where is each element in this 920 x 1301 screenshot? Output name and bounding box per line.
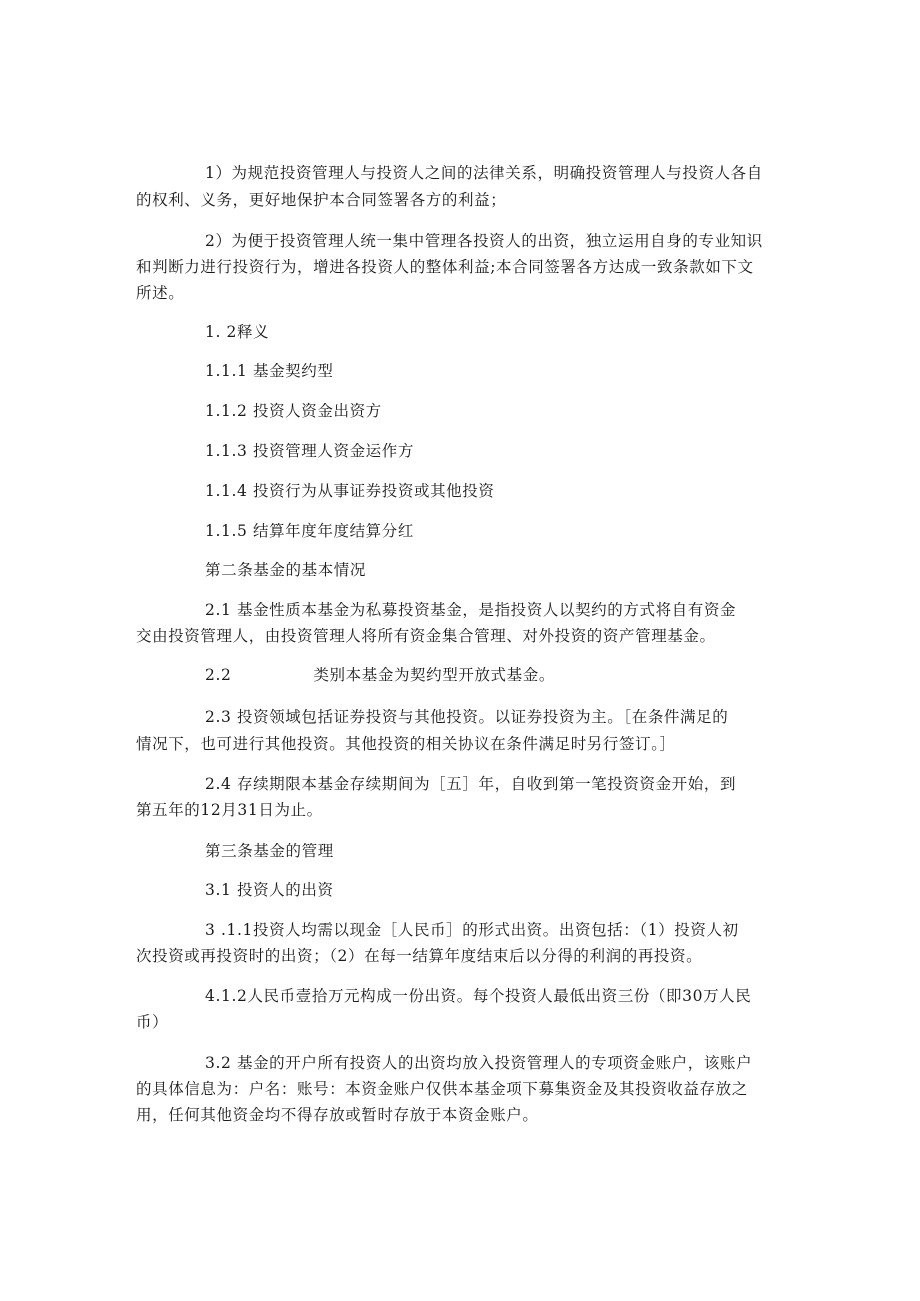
clause-2-4-line-2: 第五年的12月31日为止。 [136, 801, 323, 819]
para-2-line-3: 所述。 [136, 284, 185, 302]
clause-3-2-line-3: 用，任何其他资金均不得存放或暂时存放于本资金账户。 [136, 1106, 539, 1124]
clause-2-1-line-1: 2.1 基金性质本基金为私募投资基金，是指投资人以契约的方式将自有资金 [205, 601, 737, 619]
clause-2-2-text: 类别本基金为契约型开放式基金。 [313, 666, 555, 684]
para-1-line-1: 1）为规范投资管理人与投资人之间的法律关系，明确投资管理人与投资人各自 [205, 164, 763, 182]
clause-3-1-1-line-1: 3 .1.1投资人均需以现金［人民币］的形式出资。出资包括：（1）投资人初 [205, 921, 739, 939]
clause-2-2 [205, 664, 555, 686]
clause-3-2-line-1: 3.2 基金的开户所有投资人的出资均放入投资管理人的专项资金账户，该账户 [205, 1054, 753, 1072]
section-heading-definitions: 1. 2释义 [205, 323, 270, 341]
definition-item: 1.1.1 基金契约型 [205, 362, 334, 380]
definition-item: 1.1.2 投资人资金出资方 [205, 402, 382, 420]
clause-2-3-line-1: 2.3 投资领域包括证券投资与其他投资。以证券投资为主。［在条件满足的 [205, 708, 729, 726]
clause-2-3-line-2: 情况下，也可进行其他投资。其他投资的相关协议在条件满足时另行签订。］ [136, 735, 676, 753]
clause-4-1-2-line-2: 币） [136, 1013, 169, 1031]
para-2-line-1: 2）为便于投资管理人统一集中管理各投资人的出资，独立运用自身的专业知识 [205, 232, 763, 250]
para-2-line-2: 和判断力进行投资行为，增进各投资人的整体利益;本合同签署各方达成一致条款如下文 [136, 258, 754, 276]
clause-3-2-line-2: 的具体信息为：户名：账号：本资金账户仅供本基金项下募集资金及其投资收益存放之 [136, 1080, 748, 1098]
definition-item: 1.1.5 结算年度年度结算分红 [205, 522, 414, 540]
definition-item: 1.1.3 投资管理人资金运作方 [205, 442, 414, 460]
clause-2-1-line-2: 交由投资管理人，由投资管理人将所有资金集合管理、对外投资的资产管理基金。 [136, 627, 716, 645]
clause-3-1-1-line-2: 次投资或再投资时的出资；（2）在每一结算年度结束后以分得的利润的再投资。 [136, 947, 703, 965]
clause-2-2-number: 2.2 [205, 666, 232, 684]
para-1-line-2: 的权利、义务，更好地保护本合同签署各方的利益； [136, 191, 507, 209]
clause-3-1: 3.1 投资人的出资 [205, 881, 334, 899]
definition-item: 1.1.4 投资行为从事证券投资或其他投资 [205, 482, 495, 500]
article-3-heading: 第三条基金的管理 [205, 842, 334, 860]
clause-2-4-line-1: 2.4 存续期限本基金存续期间为［五］年，自收到第一笔投资资金开始，到 [205, 775, 737, 793]
article-2-heading: 第二条基金的基本情况 [205, 561, 367, 579]
clause-4-1-2-line-1: 4.1.2人民币壹拾万元构成一份出资。每个投资人最低出资三份（即30万人民 [205, 987, 752, 1005]
